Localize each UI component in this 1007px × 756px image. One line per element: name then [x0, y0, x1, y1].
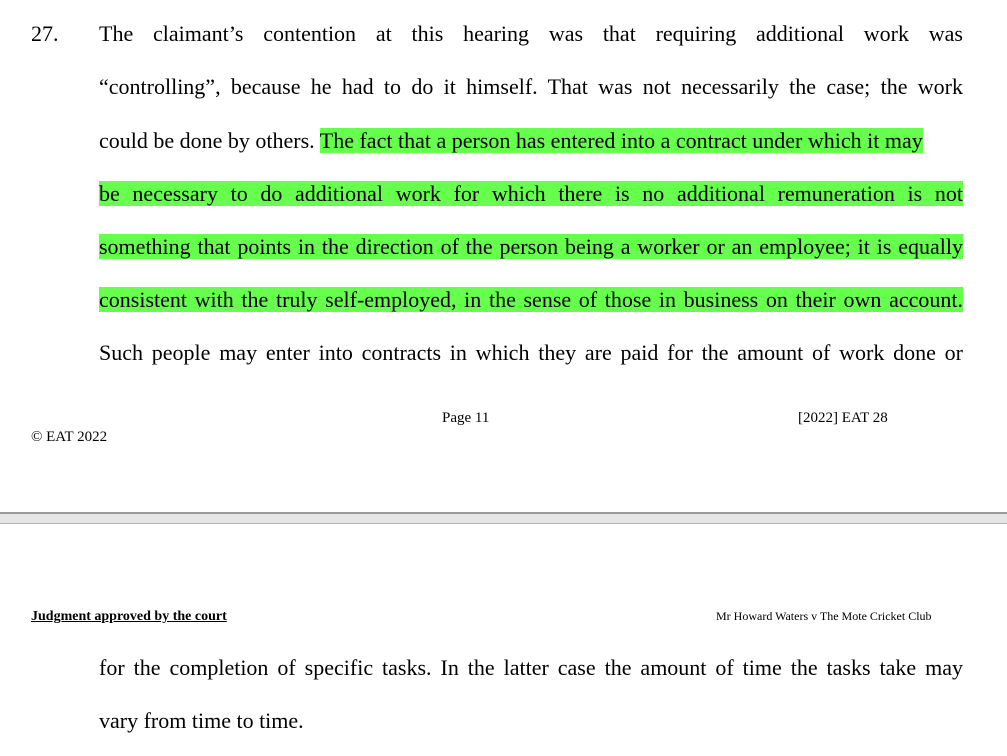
footer-page-number: Page 11 [442, 410, 490, 426]
text-line-4 [99, 180, 963, 208]
paragraph-number: 27. [31, 21, 59, 46]
text-line-9: vary from time to time. [99, 708, 304, 733]
running-header-case-name: Mr Howard Waters v The Mote Cricket Club [716, 609, 932, 623]
text-line-5 [99, 233, 963, 261]
running-header-title: Judgment approved by the court [31, 609, 227, 624]
highlighted-text: be necessary to do additional work for which there is no additional remuneration is not [99, 181, 963, 206]
text-line-6 [99, 286, 963, 314]
text-line-3 [99, 127, 963, 155]
text-line-3-plain: could be done by others. [99, 128, 320, 153]
footer-citation: [2022] EAT 28 [798, 410, 888, 426]
highlighted-text: The fact that a person has entered into a contract under which it may [319, 128, 923, 153]
highlighted-text: something that points in the direction of the person being a worker or an employee; it is equally [99, 234, 963, 259]
highlighted-text: consistent with the truly self-employed, in the sense of those in business on their own account. [99, 287, 963, 312]
text-line-7: Such people may enter into contracts in which they are paid for the amount of work done or [99, 340, 963, 365]
text-line-8: for the completion of specific tasks. In the latter case the amount of time the tasks take may [99, 655, 963, 680]
document-page-12 [0, 524, 1007, 756]
text-line-2: “controlling”, because he had to do it himself. That was not necessarily the case; the work [99, 74, 963, 99]
page-separator [0, 512, 1007, 524]
text-line-1: The claimant’s contention at this hearing was that requiring additional work was [99, 21, 963, 46]
footer-copyright: © EAT 2022 [31, 429, 108, 445]
